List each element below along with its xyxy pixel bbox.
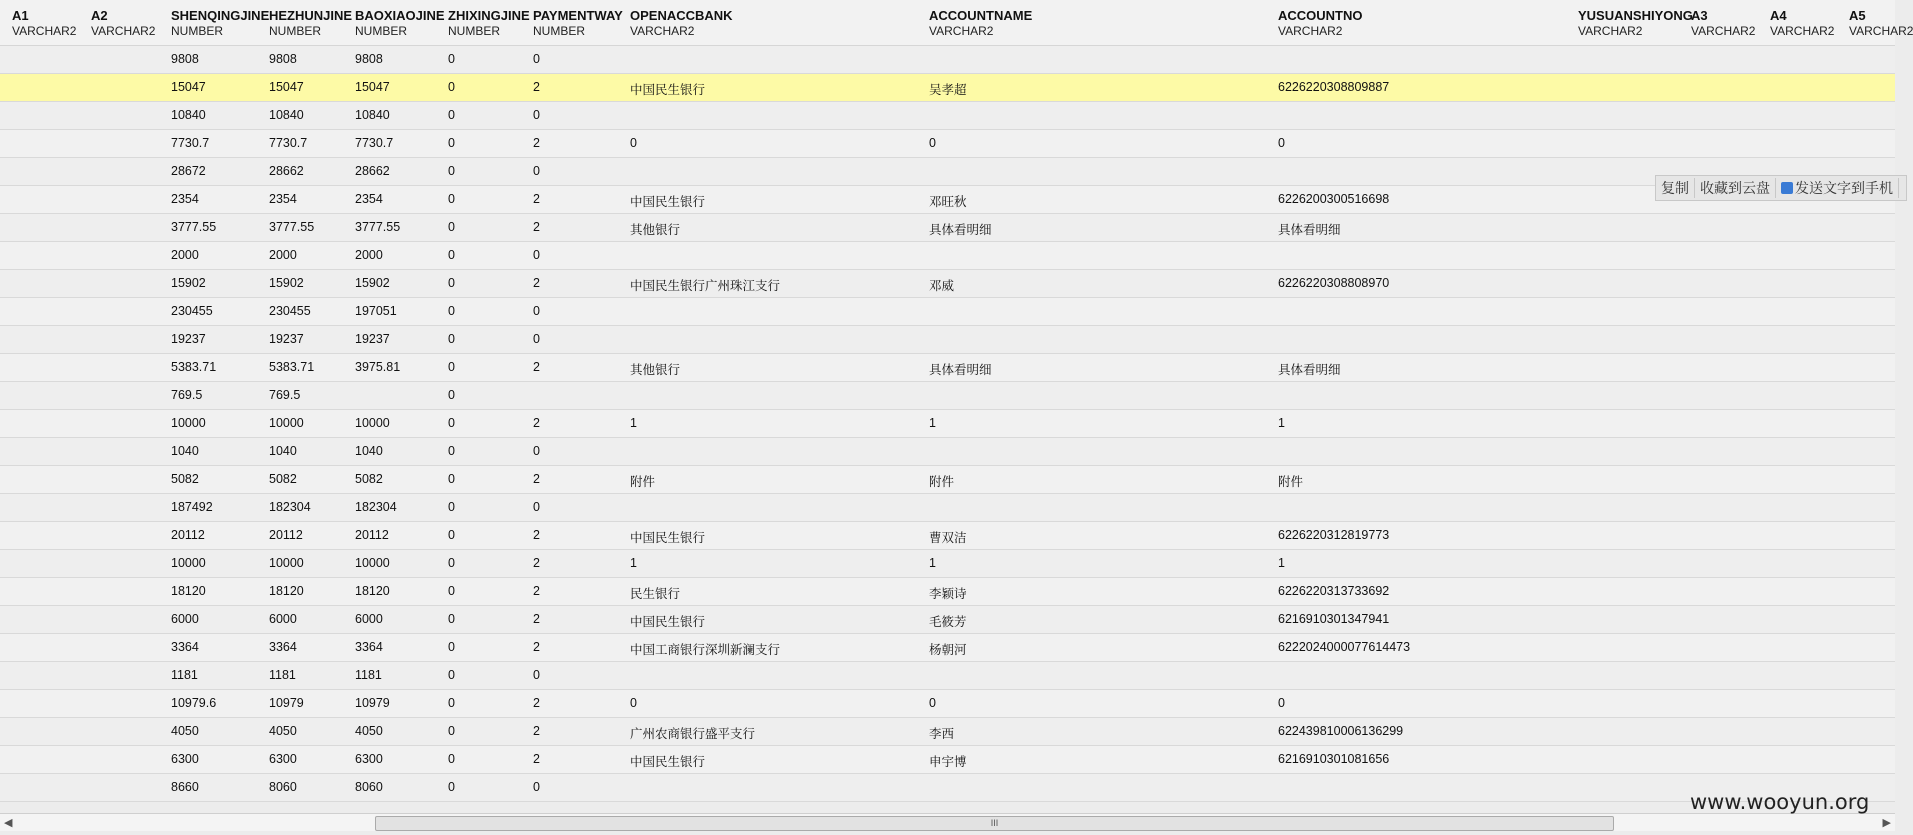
column-name: ACCOUNTNAME xyxy=(929,8,1033,23)
table-cell[interactable]: 0 xyxy=(1278,136,1285,150)
table-cell[interactable]: 19237 xyxy=(171,332,206,346)
column-type: VARCHAR2 xyxy=(929,24,994,38)
table-cell[interactable]: 0 xyxy=(533,108,540,122)
table-cell[interactable]: 0 xyxy=(929,696,936,710)
table-cell[interactable]: 申宇博 xyxy=(929,755,967,769)
table-cell[interactable]: 6216910301347941 xyxy=(1278,612,1390,626)
table-cell[interactable]: 2 xyxy=(533,528,540,542)
table-row[interactable] xyxy=(0,494,1895,522)
table-cell[interactable]: 1181 xyxy=(171,668,198,682)
table-cell[interactable]: 15047 xyxy=(355,80,390,94)
table-cell[interactable]: 6222024000077614473 xyxy=(1278,640,1411,654)
scroll-thumb[interactable] xyxy=(375,816,1614,831)
column-name: A2 xyxy=(91,8,108,23)
table-cell[interactable]: 15047 xyxy=(269,80,304,94)
table-row[interactable] xyxy=(0,466,1895,494)
table-row[interactable] xyxy=(0,270,1895,298)
table-cell[interactable]: 10000 xyxy=(355,556,390,570)
table-cell[interactable]: 182304 xyxy=(355,500,397,514)
table-cell[interactable]: 1 xyxy=(929,556,936,570)
table-row[interactable] xyxy=(0,102,1895,130)
table-cell[interactable]: 0 xyxy=(533,444,540,458)
table-cell[interactable]: 6226200300516698 xyxy=(1278,192,1390,206)
table-cell[interactable]: 28662 xyxy=(269,164,304,178)
table-cell[interactable]: 0 xyxy=(448,108,455,122)
column-header[interactable] xyxy=(355,8,445,39)
column-header[interactable] xyxy=(929,8,1032,39)
table-cell[interactable]: 0 xyxy=(448,528,455,542)
column-type: NUMBER xyxy=(533,24,586,38)
table-cell[interactable]: 6300 xyxy=(171,752,199,766)
table-cell[interactable]: 0 xyxy=(533,780,540,794)
table-cell[interactable]: 10840 xyxy=(269,108,304,122)
table-cell[interactable]: 3777.55 xyxy=(171,220,217,234)
column-name: A5 xyxy=(1849,8,1866,23)
table-cell[interactable]: 0 xyxy=(1278,696,1285,710)
table-cell[interactable]: 0 xyxy=(533,668,540,682)
column-type: VARCHAR2 xyxy=(1770,24,1835,38)
column-type: NUMBER xyxy=(171,24,224,38)
table-cell[interactable]: 0 xyxy=(533,164,540,178)
table-cell[interactable]: 2000 xyxy=(269,248,297,262)
table-cell[interactable]: 10000 xyxy=(171,416,206,430)
table-cell[interactable]: 10000 xyxy=(355,416,390,430)
column-name: A4 xyxy=(1770,8,1787,23)
table-cell[interactable]: 0 xyxy=(448,780,455,794)
table-cell[interactable]: 其他银行 xyxy=(630,363,681,377)
table-row[interactable] xyxy=(0,522,1895,550)
column-header[interactable] xyxy=(12,8,76,39)
column-name: ACCOUNTNO xyxy=(1278,8,1363,23)
table-cell[interactable]: 7730.7 xyxy=(171,136,210,150)
table-cell[interactable]: 20112 xyxy=(269,528,303,542)
table-cell[interactable]: 毛筱芳 xyxy=(929,615,967,629)
table-row[interactable] xyxy=(0,74,1895,102)
table-cell[interactable]: 中国民生银行 xyxy=(630,755,706,769)
table-cell[interactable]: 具体看明细 xyxy=(929,363,992,377)
column-header[interactable] xyxy=(1849,8,1913,39)
table-row[interactable] xyxy=(0,382,1895,410)
table-cell[interactable]: 民生银行 xyxy=(630,587,681,601)
column-header[interactable] xyxy=(1578,8,1693,39)
column-type: VARCHAR2 xyxy=(1849,24,1913,38)
table-cell[interactable]: 10840 xyxy=(171,108,206,122)
send-to-phone-button[interactable]: 发送文字到手机 xyxy=(1776,178,1899,198)
table-cell[interactable]: 769.5 xyxy=(269,388,301,402)
table-cell[interactable]: 2 xyxy=(533,80,540,94)
table-cell[interactable]: 附件 xyxy=(630,475,656,489)
table-cell[interactable]: 0 xyxy=(448,724,455,738)
table-cell[interactable]: 具体看明细 xyxy=(1278,363,1341,377)
column-name: OPENACCBANK xyxy=(630,8,733,23)
table-cell[interactable]: 0 xyxy=(448,80,455,94)
table-cell[interactable]: 李颖诗 xyxy=(929,587,967,601)
copy-button[interactable]: 复制 xyxy=(1656,178,1695,198)
column-header[interactable] xyxy=(91,8,155,39)
table-cell[interactable]: 2354 xyxy=(269,192,297,206)
save-to-cloud-button[interactable]: 收藏到云盘 xyxy=(1695,178,1776,198)
table-cell[interactable]: 具体看明细 xyxy=(1278,223,1341,237)
table-cell[interactable]: 0 xyxy=(448,388,455,402)
table-cell[interactable]: 2 xyxy=(533,136,540,150)
table-row[interactable] xyxy=(0,354,1895,382)
column-header[interactable] xyxy=(1278,8,1363,39)
table-cell[interactable]: 0 xyxy=(448,276,455,290)
table-cell[interactable]: 15902 xyxy=(355,276,390,290)
table-cell[interactable]: 2 xyxy=(533,724,540,738)
table-cell[interactable]: 0 xyxy=(448,696,455,710)
table-cell[interactable]: 8660 xyxy=(171,780,199,794)
table-cell[interactable]: 2 xyxy=(533,640,540,654)
table-cell[interactable]: 5383.71 xyxy=(171,360,217,374)
grid-header xyxy=(0,0,1913,46)
table-cell[interactable]: 19237 xyxy=(355,332,390,346)
column-header[interactable] xyxy=(269,8,352,39)
table-cell[interactable]: 2 xyxy=(533,416,540,430)
table-cell[interactable]: 附件 xyxy=(929,475,955,489)
table-cell[interactable]: 附件 xyxy=(1278,475,1304,489)
column-name: PAYMENTWAY xyxy=(533,8,623,23)
table-cell[interactable]: 4050 xyxy=(355,724,383,738)
table-cell[interactable]: 6000 xyxy=(171,612,199,626)
table-cell[interactable]: 0 xyxy=(630,136,637,150)
table-cell[interactable]: 0 xyxy=(448,556,455,570)
table-cell[interactable]: 邓旺秋 xyxy=(929,195,967,209)
table-row[interactable] xyxy=(0,690,1895,718)
table-cell[interactable]: 具体看明细 xyxy=(929,223,992,237)
table-cell[interactable]: 5082 xyxy=(171,472,199,486)
table-cell[interactable]: 吴孝超 xyxy=(929,83,967,97)
table-cell[interactable]: 6216910301081656 xyxy=(1278,752,1390,766)
table-cell[interactable]: 10840 xyxy=(355,108,390,122)
column-name: SHENQINGJINE xyxy=(171,8,270,23)
table-cell[interactable]: 2000 xyxy=(171,248,199,262)
table-cell[interactable]: 0 xyxy=(448,164,455,178)
table-cell[interactable]: 1 xyxy=(630,416,637,430)
horizontal-scrollbar[interactable] xyxy=(0,813,1895,831)
table-cell[interactable]: 广州农商银行盛平支行 xyxy=(630,727,756,741)
selection-popup xyxy=(1655,175,1907,201)
column-name: ZHIXINGJINE xyxy=(448,8,530,23)
column-type: VARCHAR2 xyxy=(1578,24,1643,38)
table-cell[interactable]: 2 xyxy=(533,696,540,710)
table-cell[interactable]: 28672 xyxy=(171,164,206,178)
table-cell[interactable]: 中国民生银行 xyxy=(630,83,706,97)
table-cell[interactable]: 1 xyxy=(1278,556,1285,570)
column-name: YUSUANSHIYONG xyxy=(1578,8,1693,23)
table-cell[interactable]: 0 xyxy=(448,752,455,766)
table-cell[interactable]: 0 xyxy=(533,248,540,262)
table-cell[interactable]: 5383.71 xyxy=(269,360,315,374)
table-cell[interactable]: 6226220308808970 xyxy=(1278,276,1390,290)
table-cell[interactable]: 0 xyxy=(448,416,455,430)
table-row[interactable] xyxy=(0,130,1895,158)
column-type: NUMBER xyxy=(269,24,322,38)
table-cell[interactable]: 1181 xyxy=(355,668,382,682)
table-row[interactable] xyxy=(0,550,1895,578)
table-cell[interactable]: 0 xyxy=(448,612,455,626)
table-cell[interactable]: 2 xyxy=(533,192,540,206)
table-cell[interactable]: 中国民生银行 xyxy=(630,615,706,629)
table-row[interactable] xyxy=(0,214,1895,242)
scroll-grip: III xyxy=(990,818,999,828)
table-row[interactable] xyxy=(0,774,1895,802)
table-cell[interactable]: 769.5 xyxy=(171,388,203,402)
table-cell[interactable]: 0 xyxy=(448,248,455,262)
table-cell[interactable]: 10979 xyxy=(355,696,390,710)
table-row[interactable] xyxy=(0,634,1895,662)
scroll-left-icon[interactable]: ◀ xyxy=(4,817,13,829)
table-cell[interactable]: 1 xyxy=(630,556,637,570)
column-header[interactable] xyxy=(448,8,530,39)
table-cell[interactable]: 1 xyxy=(1278,416,1285,430)
table-cell[interactable]: 2 xyxy=(533,276,540,290)
table-cell[interactable]: 李西 xyxy=(929,727,955,741)
column-type: VARCHAR2 xyxy=(12,24,77,38)
table-row[interactable] xyxy=(0,242,1895,270)
table-cell[interactable]: 20112 xyxy=(171,528,205,542)
table-cell[interactable]: 9808 xyxy=(269,52,297,66)
table-row[interactable] xyxy=(0,746,1895,774)
table-cell[interactable]: 19237 xyxy=(269,332,304,346)
table-cell[interactable]: 0 xyxy=(448,304,455,318)
table-cell[interactable]: 1040 xyxy=(269,444,297,458)
table-cell[interactable]: 187492 xyxy=(171,500,213,514)
column-type: NUMBER xyxy=(448,24,501,38)
table-cell[interactable]: 8060 xyxy=(355,780,383,794)
table-cell[interactable]: 6226220312819773 xyxy=(1278,528,1390,542)
table-cell[interactable]: 10000 xyxy=(269,556,304,570)
table-row[interactable] xyxy=(0,298,1895,326)
table-cell[interactable]: 中国民生银行 xyxy=(630,531,706,545)
table-cell[interactable]: 10979.6 xyxy=(171,696,217,710)
table-cell[interactable]: 3364 xyxy=(269,640,297,654)
table-cell[interactable]: 20112 xyxy=(355,528,389,542)
table-row[interactable] xyxy=(0,158,1895,186)
table-cell[interactable]: 中国民生银行 xyxy=(630,195,706,209)
column-name: HEZHUNJINE xyxy=(269,8,353,23)
table-cell[interactable]: 0 xyxy=(448,472,455,486)
table-cell[interactable]: 1181 xyxy=(269,668,296,682)
table-cell[interactable]: 8060 xyxy=(269,780,297,794)
table-cell[interactable]: 0 xyxy=(448,668,455,682)
table-cell[interactable]: 0 xyxy=(448,584,455,598)
table-row[interactable] xyxy=(0,186,1895,214)
column-type: VARCHAR2 xyxy=(1691,24,1756,38)
table-cell[interactable]: 9808 xyxy=(171,52,199,66)
table-cell[interactable]: 0 xyxy=(929,136,936,150)
table-cell[interactable]: 3364 xyxy=(355,640,383,654)
column-header[interactable] xyxy=(630,8,733,39)
table-cell[interactable]: 197051 xyxy=(355,304,397,318)
table-cell[interactable]: 3777.55 xyxy=(355,220,401,234)
table-cell[interactable]: 0 xyxy=(533,500,540,514)
table-cell[interactable]: 4050 xyxy=(171,724,199,738)
column-type: VARCHAR2 xyxy=(1278,24,1343,38)
column-header[interactable] xyxy=(1691,8,1755,39)
table-cell[interactable]: 6226220313733692 xyxy=(1278,584,1390,598)
column-header[interactable] xyxy=(1770,8,1834,39)
table-cell[interactable]: 1 xyxy=(929,416,936,430)
table-cell[interactable]: 0 xyxy=(448,52,455,66)
table-cell[interactable]: 2 xyxy=(533,556,540,570)
column-header[interactable] xyxy=(533,8,623,39)
table-cell[interactable]: 0 xyxy=(448,500,455,514)
table-row[interactable] xyxy=(0,438,1895,466)
table-cell[interactable]: 7730.7 xyxy=(269,136,308,150)
table-cell[interactable]: 2354 xyxy=(171,192,199,206)
table-cell[interactable]: 10000 xyxy=(269,416,304,430)
table-row[interactable] xyxy=(0,718,1895,746)
scroll-right-icon[interactable]: ▶ xyxy=(1882,817,1891,829)
column-name: A3 xyxy=(1691,8,1708,23)
table-cell[interactable]: 2 xyxy=(533,612,540,626)
table-cell[interactable]: 2 xyxy=(533,752,540,766)
table-cell[interactable]: 18120 xyxy=(355,584,390,598)
table-row[interactable] xyxy=(0,606,1895,634)
table-cell[interactable]: 中国民生银行广州珠江支行 xyxy=(630,279,781,293)
table-cell[interactable]: 18120 xyxy=(269,584,304,598)
table-cell[interactable]: 622439810006136299 xyxy=(1278,724,1404,738)
table-cell[interactable]: 4050 xyxy=(269,724,297,738)
table-cell[interactable]: 0 xyxy=(533,332,540,346)
table-cell[interactable]: 0 xyxy=(533,304,540,318)
table-row[interactable] xyxy=(0,326,1895,354)
table-cell[interactable]: 0 xyxy=(448,136,455,150)
table-cell[interactable]: 2354 xyxy=(355,192,383,206)
table-cell[interactable]: 18120 xyxy=(171,584,206,598)
table-row[interactable] xyxy=(0,578,1895,606)
column-name: BAOXIAOJINE xyxy=(355,8,445,23)
watermark: www.wooyun.org xyxy=(1690,790,1870,814)
table-cell[interactable]: 28662 xyxy=(355,164,390,178)
table-cell[interactable]: 230455 xyxy=(171,304,213,318)
column-header[interactable] xyxy=(171,8,269,39)
table-row[interactable] xyxy=(0,410,1895,438)
table-cell[interactable]: 邓威 xyxy=(929,279,955,293)
table-cell[interactable]: 杨朝河 xyxy=(929,643,967,657)
table-cell[interactable]: 0 xyxy=(448,360,455,374)
grid-body xyxy=(0,46,1895,802)
table-row[interactable] xyxy=(0,662,1895,690)
table-cell[interactable]: 2 xyxy=(533,472,540,486)
table-cell[interactable]: 3364 xyxy=(171,640,199,654)
table-cell[interactable]: 3975.81 xyxy=(355,360,401,374)
table-cell[interactable]: 6300 xyxy=(269,752,297,766)
table-cell[interactable]: 15902 xyxy=(171,276,206,290)
table-cell[interactable]: 15902 xyxy=(269,276,304,290)
column-type: VARCHAR2 xyxy=(91,24,156,38)
table-cell[interactable]: 2 xyxy=(533,360,540,374)
table-cell[interactable]: 5082 xyxy=(355,472,383,486)
table-cell[interactable]: 其他银行 xyxy=(630,223,681,237)
table-cell[interactable]: 6226220308809887 xyxy=(1278,80,1390,94)
table-cell[interactable]: 15047 xyxy=(171,80,206,94)
table-cell[interactable]: 10000 xyxy=(171,556,206,570)
table-cell[interactable]: 2 xyxy=(533,220,540,234)
table-cell[interactable]: 3777.55 xyxy=(269,220,315,234)
table-cell[interactable]: 6000 xyxy=(269,612,297,626)
table-cell[interactable]: 2000 xyxy=(355,248,383,262)
column-name: A1 xyxy=(12,8,29,23)
table-cell[interactable]: 6000 xyxy=(355,612,383,626)
table-cell[interactable]: 中国工商银行深圳新澜支行 xyxy=(630,643,781,657)
table-cell[interactable]: 0 xyxy=(448,640,455,654)
table-cell[interactable]: 0 xyxy=(448,220,455,234)
table-cell[interactable]: 1040 xyxy=(355,444,383,458)
column-type: NUMBER xyxy=(355,24,408,38)
table-cell[interactable]: 0 xyxy=(448,444,455,458)
table-cell[interactable]: 曹双洁 xyxy=(929,531,967,545)
table-cell[interactable]: 7730.7 xyxy=(355,136,394,150)
table-cell[interactable]: 1040 xyxy=(171,444,199,458)
table-cell[interactable]: 0 xyxy=(448,192,455,206)
table-row[interactable] xyxy=(0,46,1895,74)
table-cell[interactable]: 182304 xyxy=(269,500,311,514)
table-cell[interactable]: 10979 xyxy=(269,696,304,710)
column-type: VARCHAR2 xyxy=(630,24,695,38)
table-cell[interactable]: 0 xyxy=(630,696,637,710)
phone-icon xyxy=(1781,182,1793,194)
table-cell[interactable]: 0 xyxy=(448,332,455,346)
table-cell[interactable]: 9808 xyxy=(355,52,383,66)
table-cell[interactable]: 2 xyxy=(533,584,540,598)
table-cell[interactable]: 0 xyxy=(533,52,540,66)
table-cell[interactable]: 5082 xyxy=(269,472,297,486)
table-cell[interactable]: 230455 xyxy=(269,304,311,318)
table-cell[interactable]: 6300 xyxy=(355,752,383,766)
